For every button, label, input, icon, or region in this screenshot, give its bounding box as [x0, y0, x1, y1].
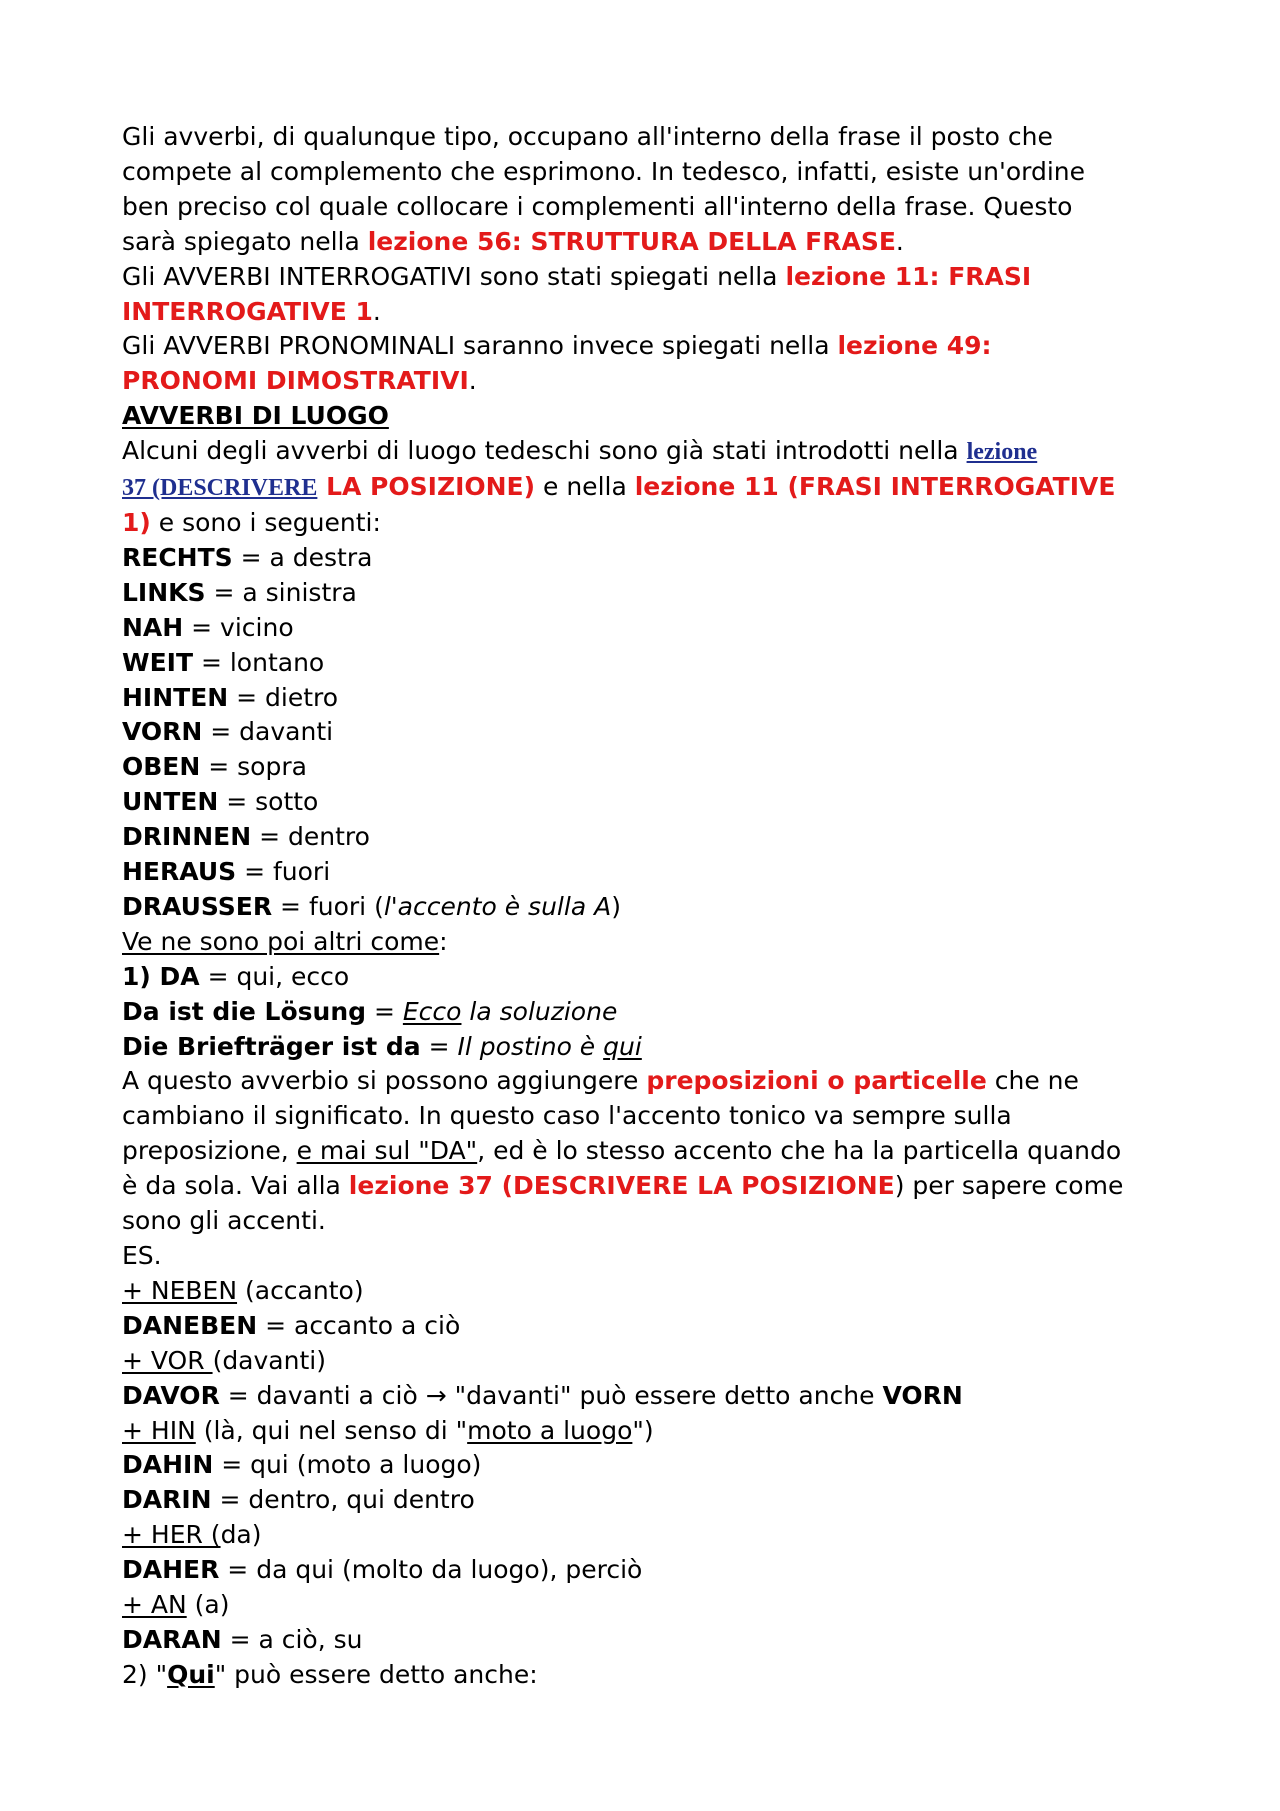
text-segment: = sotto [218, 787, 319, 817]
text-segment: = davanti a ciò → "davanti" può essere detto anche [219, 1380, 883, 1410]
text-segment: DANEBEN [122, 1310, 258, 1340]
lesson-reference: INTERROGATIVE 1 [122, 296, 373, 326]
text-segment: = lontano [193, 647, 325, 677]
text-segment: = a ciò, su [221, 1624, 363, 1654]
text-line [122, 1414, 1182, 1449]
text-segment: Da ist die Lösung [122, 996, 367, 1026]
text-segment: . [468, 366, 477, 396]
text-line [122, 120, 1182, 155]
text-line [122, 190, 1182, 225]
text-line [122, 155, 1182, 190]
text-segment: = qui, ecco [199, 961, 350, 991]
lesson-reference: preposizioni o particelle [646, 1066, 987, 1096]
text-segment: = fuori ( [272, 891, 384, 921]
lesson-reference: PRONOMI DIMOSTRATIVI [122, 366, 469, 396]
text-segment: compete al complemento che esprimono. In tedesco, infatti, esiste un'ordine [122, 156, 1086, 186]
text-segment: = [420, 1031, 458, 1061]
text-line [122, 681, 1182, 716]
text-segment: + NEBEN [122, 1275, 238, 1305]
text-segment: = a destra [232, 542, 373, 572]
text-segment: = qui (moto a luogo) [213, 1450, 482, 1480]
text-line [122, 1064, 1182, 1099]
text-segment: sarà spiegato nella [122, 226, 368, 256]
text-segment: = da qui (molto da luogo), perciò [219, 1555, 643, 1585]
text-line [122, 1379, 1182, 1414]
text-line [122, 715, 1182, 750]
text-line [122, 260, 1182, 295]
lesson-reference: lezione 37 (DESCRIVERE LA POSIZIONE [348, 1171, 895, 1201]
text-line [122, 611, 1182, 646]
text-segment: OBEN [122, 752, 201, 782]
text-segment: DAHER [122, 1555, 220, 1585]
text-segment: = dietro [228, 682, 339, 712]
text-segment: ES. [122, 1241, 162, 1270]
text-segment: da) [220, 1520, 262, 1550]
lesson-reference: lezione 11 (FRASI INTERROGATIVE [634, 472, 1116, 502]
text-segment: DAHIN [122, 1450, 214, 1480]
text-line [122, 855, 1182, 890]
text-segment: . [895, 226, 904, 256]
text-segment: (accanto) [237, 1275, 364, 1305]
text-line [122, 364, 1182, 399]
text-segment: = a sinistra [205, 577, 357, 607]
text-segment: VORN [122, 717, 203, 747]
text-line [122, 1448, 1182, 1483]
text-segment: + HIN [122, 1415, 196, 1445]
text-segment: UNTEN [122, 787, 219, 817]
text-line [122, 399, 1182, 434]
text-segment: Gli avverbi, di qualunque tipo, occupano all'interno della frase il posto che [122, 122, 1053, 151]
text-segment: : [439, 926, 448, 956]
text-segment: ) [611, 891, 621, 921]
text-line [122, 1099, 1182, 1134]
text-segment: ben preciso col quale collocare i complementi all'interno della frase. Questo [122, 191, 1073, 221]
text-line [122, 820, 1182, 855]
text-line [122, 1588, 1182, 1623]
text-segment: e mai sul "DA" [296, 1136, 478, 1166]
document-page [122, 120, 1182, 1693]
text-line [122, 434, 1182, 470]
text-segment: moto a luogo [467, 1415, 633, 1445]
text-segment: A questo avverbio si possono aggiungere [122, 1066, 647, 1096]
text-segment: . [372, 296, 381, 326]
text-segment: Ve ne sono poi altri come [122, 926, 440, 956]
text-segment: e sono i seguenti: [150, 507, 381, 537]
text-line [122, 1483, 1182, 1518]
text-line [122, 750, 1182, 785]
text-line [122, 295, 1182, 330]
text-line [122, 1344, 1182, 1379]
text-line [122, 925, 1182, 960]
text-segment: = dentro [251, 822, 370, 852]
text-line [122, 1169, 1182, 1204]
lesson-reference: lezione 11: FRASI [785, 261, 1032, 291]
text-line [122, 1553, 1182, 1588]
text-line [122, 225, 1182, 260]
text-line [122, 890, 1182, 925]
text-segment: preposizione, [122, 1136, 297, 1166]
text-line [122, 470, 1182, 506]
text-segment: ) per sapere come [894, 1171, 1124, 1201]
text-line [122, 1239, 1182, 1274]
lesson-link[interactable]: 37 (DESCRIVERE [122, 475, 318, 502]
text-line [122, 995, 1182, 1030]
text-segment: + HER ( [122, 1520, 221, 1550]
lesson-reference: lezione 49: [837, 331, 992, 361]
text-segment: VORN [882, 1380, 963, 1410]
text-segment: (davanti) [212, 1345, 326, 1375]
text-line [122, 1030, 1182, 1065]
text-segment: Il postino è [457, 1031, 604, 1061]
text-segment: DRINNEN [122, 822, 252, 852]
text-line [122, 1623, 1182, 1658]
text-segment: Gli AVVERBI INTERROGATIVI sono stati spiegati nella [122, 261, 786, 291]
text-segment: Gli AVVERBI PRONOMINALI saranno invece spiegati nella [122, 331, 838, 361]
text-segment: 2) " [122, 1659, 168, 1689]
text-line [122, 646, 1182, 681]
text-segment: DARAN [122, 1624, 222, 1654]
text-segment: + VOR [122, 1345, 213, 1375]
text-line [122, 329, 1182, 364]
text-line [122, 785, 1182, 820]
text-segment: qui [603, 1031, 642, 1061]
text-segment: NAH [122, 612, 184, 642]
text-segment: Die Briefträger ist da [122, 1031, 421, 1061]
text-line [122, 1134, 1182, 1169]
text-segment: AVVERBI DI LUOGO [122, 401, 389, 431]
text-line [122, 1274, 1182, 1309]
text-segment: e nella [535, 472, 635, 502]
text-line [122, 1309, 1182, 1344]
text-segment: , ed è lo stesso accento che ha la particella quando [477, 1136, 1122, 1166]
lesson-reference: LA POSIZIONE) [317, 472, 536, 502]
text-line [122, 541, 1182, 576]
text-segment: = [366, 996, 403, 1026]
text-line [122, 1658, 1182, 1693]
text-segment: (a) [186, 1590, 230, 1620]
text-segment: HERAUS [122, 857, 237, 887]
text-line [122, 1204, 1182, 1239]
text-line [122, 960, 1182, 995]
text-segment: WEIT [122, 647, 194, 677]
text-segment: = dentro, qui dentro [211, 1485, 475, 1515]
text-segment: = accanto a ciò [257, 1310, 461, 1340]
text-segment: cambiano il significato. In questo caso l'accento tonico va sempre sulla [122, 1101, 1012, 1131]
text-segment: Qui [167, 1659, 215, 1689]
text-segment: Ecco [402, 996, 462, 1026]
text-segment: l'accento è sulla A [383, 891, 612, 921]
lesson-link[interactable]: lezione [966, 439, 1038, 466]
text-segment: = fuori [236, 857, 331, 887]
text-segment: (là, qui nel senso di " [195, 1415, 468, 1445]
text-segment: ") [632, 1415, 654, 1445]
text-segment: RECHTS [122, 542, 233, 572]
text-segment: 1) DA [122, 961, 200, 991]
text-segment: LINKS [122, 577, 206, 607]
text-segment: = sopra [200, 752, 307, 782]
text-segment: DRAUSSER [122, 891, 273, 921]
text-line [122, 506, 1182, 541]
text-segment: la soluzione [461, 996, 618, 1026]
text-segment: " può essere detto anche: [214, 1659, 538, 1689]
text-segment: DAVOR [122, 1380, 220, 1410]
text-line [122, 576, 1182, 611]
text-segment: sono gli accenti. [122, 1206, 326, 1236]
text-segment: + AN [122, 1590, 187, 1620]
text-segment: HINTEN [122, 682, 229, 712]
lesson-reference: 1) [122, 507, 151, 537]
text-segment: è da sola. Vai alla [122, 1171, 349, 1201]
text-segment: Alcuni degli avverbi di luogo tedeschi sono già stati introdotti nella [122, 436, 967, 466]
text-segment: che ne [986, 1066, 1079, 1096]
text-line [122, 1518, 1182, 1553]
lesson-reference: lezione 56: STRUTTURA DELLA FRASE [367, 226, 896, 256]
text-segment: = davanti [202, 717, 334, 747]
text-segment: = vicino [183, 612, 294, 642]
text-segment: DARIN [122, 1485, 212, 1515]
